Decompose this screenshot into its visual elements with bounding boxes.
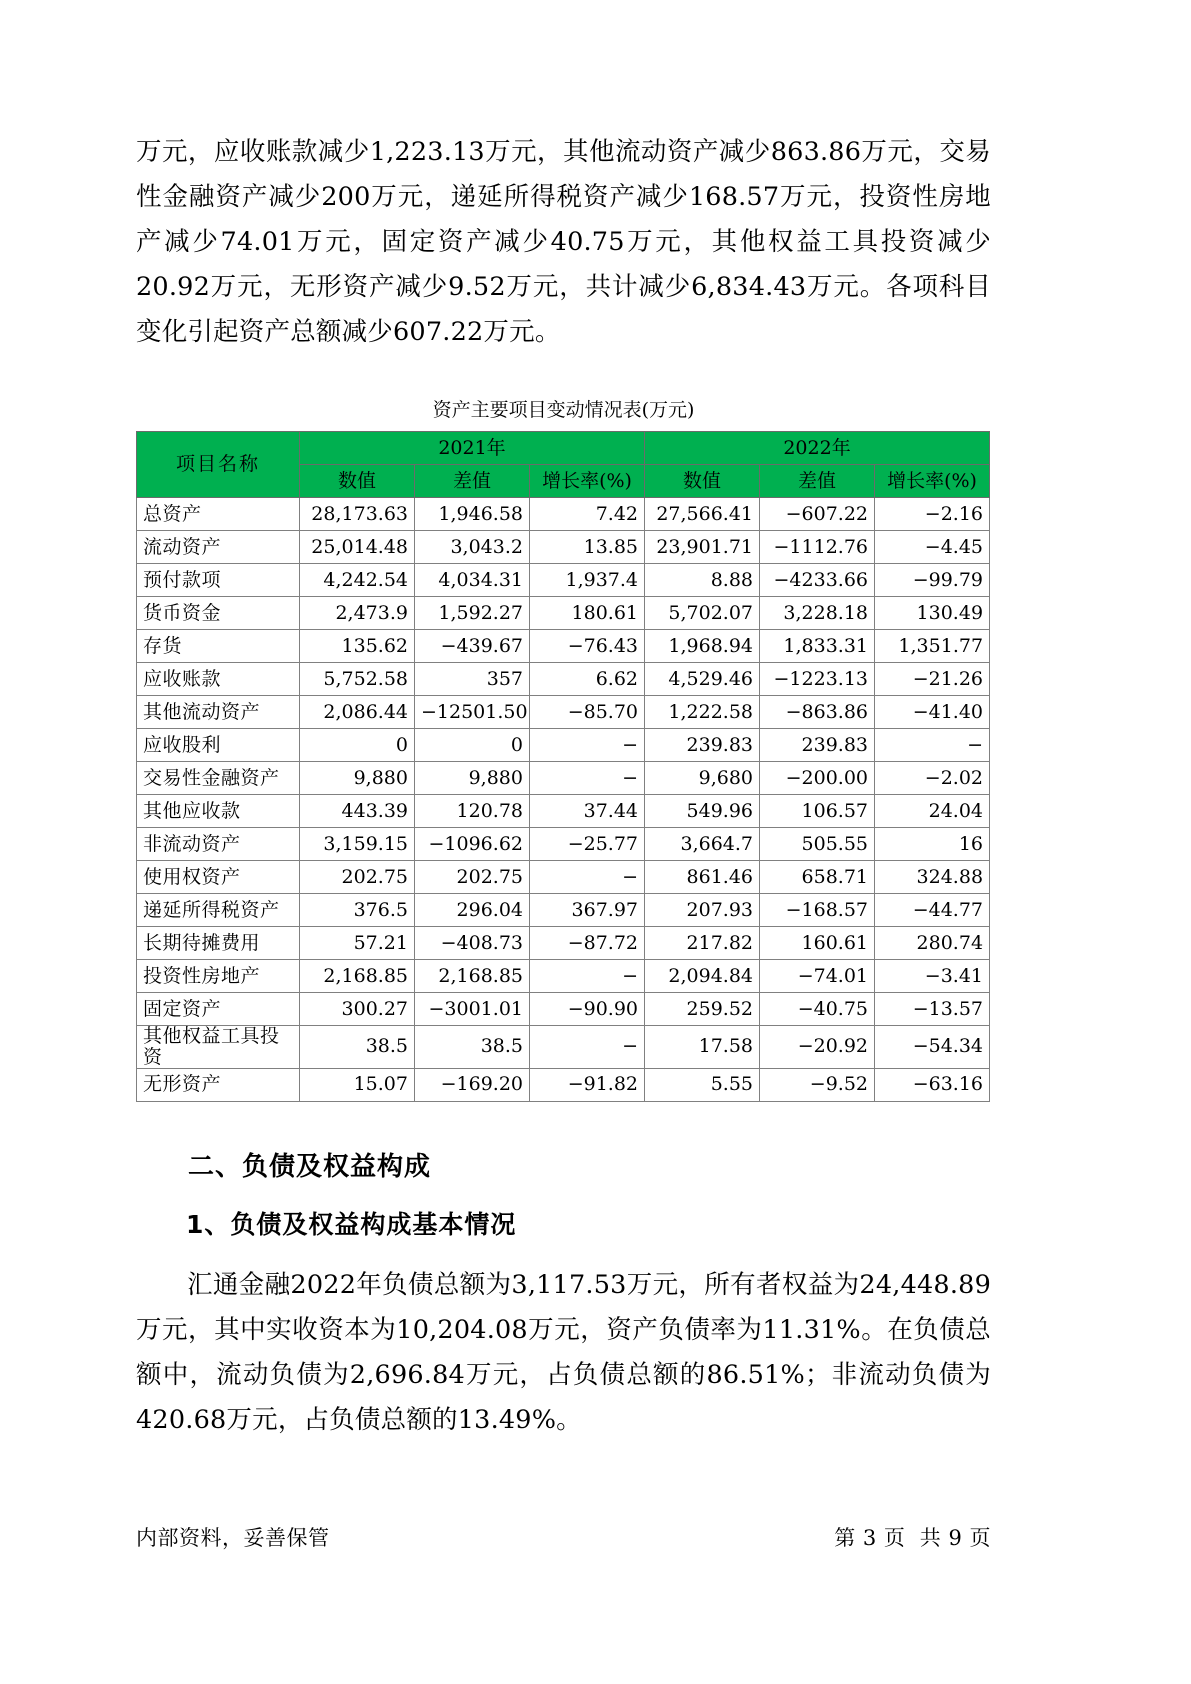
table-row	[137, 630, 990, 663]
cell-2021-rate: −	[530, 729, 645, 762]
cell-2022-diff: −74.01	[760, 960, 875, 993]
cell-2022-diff: 505.55	[760, 828, 875, 861]
cell-2022-value: 27,566.41	[645, 498, 760, 531]
paragraph-liabilities-summary: 汇通金融2022年负债总额为3,117.53万元，所有者权益为24,448.89万元，其中实收资本为10,204.08万元，资产负债率为11.31%。在负债总额中，流动负债为2,696.84万元，占负债总额的86.51%；非流动负债为420.68万元，占负债总额的13.49%。	[136, 1269, 991, 1435]
cell-2022-diff: 658.71	[760, 861, 875, 894]
cell-2021-diff: −1096.62	[415, 828, 530, 861]
cell-2022-rate: 1,351.77	[875, 630, 990, 663]
cell-2021-rate: 37.44	[530, 795, 645, 828]
table-row	[137, 795, 990, 828]
cell-2022-rate: −44.77	[875, 894, 990, 927]
cell-2021-rate: 367.97	[530, 894, 645, 927]
cell-2021-rate: −87.72	[530, 927, 645, 960]
cell-item-name: 递延所得税资产	[137, 894, 300, 927]
cell-2021-value: 25,014.48	[300, 531, 415, 564]
cell-2022-value: 3,664.7	[645, 828, 760, 861]
cell-2021-value: 3,159.15	[300, 828, 415, 861]
table-group-header-row	[137, 432, 990, 465]
cell-2022-value: 1,222.58	[645, 696, 760, 729]
cell-2021-diff: 1,592.27	[415, 597, 530, 630]
table-row	[137, 828, 990, 861]
cell-2022-diff: −4233.66	[760, 564, 875, 597]
column-header-2022-value: 数值	[645, 465, 760, 498]
cell-2021-rate: −85.70	[530, 696, 645, 729]
cell-2021-diff: 357	[415, 663, 530, 696]
cell-2022-rate: −	[875, 729, 990, 762]
cell-2021-value: 202.75	[300, 861, 415, 894]
cell-2022-diff: −607.22	[760, 498, 875, 531]
cell-2022-rate: −4.45	[875, 531, 990, 564]
cell-2022-value: 8.88	[645, 564, 760, 597]
table-row	[137, 762, 990, 795]
cell-2021-value: 28,173.63	[300, 498, 415, 531]
cell-2021-diff: 3,043.2	[415, 531, 530, 564]
cell-item-name: 交易性金融资产	[137, 762, 300, 795]
footer-page-number: 第 3 页 共 9 页	[834, 1526, 991, 1550]
table-row	[137, 861, 990, 894]
cell-2022-diff: 1,833.31	[760, 630, 875, 663]
cell-item-name: 流动资产	[137, 531, 300, 564]
cell-2021-value: 57.21	[300, 927, 415, 960]
cell-2021-diff: 0	[415, 729, 530, 762]
cell-2021-value: 15.07	[300, 1068, 415, 1101]
cell-2022-value: 17.58	[645, 1026, 760, 1069]
section-heading-liabilities: 二、负债及权益构成	[188, 1151, 432, 1182]
cell-2021-diff: −169.20	[415, 1068, 530, 1101]
cell-item-name: 无形资产	[137, 1068, 300, 1101]
cell-2022-value: 861.46	[645, 861, 760, 894]
cell-item-name: 应收账款	[137, 663, 300, 696]
cell-2021-diff: 4,034.31	[415, 564, 530, 597]
cell-2021-value: 376.5	[300, 894, 415, 927]
table-row	[137, 960, 990, 993]
cell-2021-value: 4,242.54	[300, 564, 415, 597]
cell-item-name: 预付款项	[137, 564, 300, 597]
cell-2022-diff: −40.75	[760, 993, 875, 1026]
cell-2021-rate: 7.42	[530, 498, 645, 531]
cell-2021-rate: −	[530, 762, 645, 795]
cell-2021-rate: −25.77	[530, 828, 645, 861]
cell-2021-rate: −	[530, 1026, 645, 1069]
table-row	[137, 1026, 990, 1069]
column-group-header-2022: 2022年	[645, 432, 990, 465]
cell-2022-diff: −1223.13	[760, 663, 875, 696]
column-header-2022-diff: 差值	[760, 465, 875, 498]
table-body	[137, 498, 990, 1102]
cell-2021-rate: 6.62	[530, 663, 645, 696]
cell-2022-diff: −200.00	[760, 762, 875, 795]
cell-2021-diff: 9,880	[415, 762, 530, 795]
cell-2021-diff: 2,168.85	[415, 960, 530, 993]
cell-2021-value: 5,752.58	[300, 663, 415, 696]
cell-item-name: 非流动资产	[137, 828, 300, 861]
cell-2022-diff: −9.52	[760, 1068, 875, 1101]
page-footer	[136, 1522, 991, 1552]
column-header-2021-value: 数值	[300, 465, 415, 498]
cell-item-name: 投资性房地产	[137, 960, 300, 993]
cell-2021-value: 38.5	[300, 1026, 415, 1069]
cell-2022-rate: 130.49	[875, 597, 990, 630]
cell-2021-value: 0	[300, 729, 415, 762]
cell-2022-rate: −99.79	[875, 564, 990, 597]
cell-2022-diff: 3,228.18	[760, 597, 875, 630]
cell-2022-rate: −2.16	[875, 498, 990, 531]
column-header-2021-rate: 增长率(%)	[530, 465, 645, 498]
column-group-header-2021: 2021年	[300, 432, 645, 465]
cell-2021-value: 2,473.9	[300, 597, 415, 630]
table-row	[137, 498, 990, 531]
cell-item-name: 长期待摊费用	[137, 927, 300, 960]
cell-item-name: 总资产	[137, 498, 300, 531]
cell-2021-diff: 202.75	[415, 861, 530, 894]
cell-2022-value: 259.52	[645, 993, 760, 1026]
column-header-2021-diff: 差值	[415, 465, 530, 498]
cell-2022-value: 4,529.46	[645, 663, 760, 696]
table-row	[137, 993, 990, 1026]
cell-2022-value: 1,968.94	[645, 630, 760, 663]
cell-2022-diff: −168.57	[760, 894, 875, 927]
cell-2021-rate: −	[530, 861, 645, 894]
cell-2022-rate: −54.34	[875, 1026, 990, 1069]
paragraph-asset-changes: 万元，应收账款减少1,223.13万元，其他流动资产减少863.86万元，交易性金融资产减少200万元，递延所得税资产减少168.57万元，投资性房地产减少74.01万元，固定资产减少40.75万元，其他权益工具投资减少20.92万元，无形资产减少9.52万元，共计减少6,834.43万元。各项科目变化引起资产总额减少607.22万元。	[136, 137, 991, 347]
cell-2022-rate: −41.40	[875, 696, 990, 729]
cell-item-name: 其他流动资产	[137, 696, 300, 729]
cell-2022-rate: −13.57	[875, 993, 990, 1026]
cell-2021-rate: −91.82	[530, 1068, 645, 1101]
table-row	[137, 1068, 990, 1101]
cell-2021-rate: −90.90	[530, 993, 645, 1026]
cell-item-name: 其他权益工具投资	[137, 1026, 300, 1069]
cell-2022-rate: −63.16	[875, 1068, 990, 1101]
subsection-heading-liabilities-basic: 1、负债及权益构成基本情况	[186, 1209, 517, 1239]
cell-2021-diff: −12501.50	[415, 696, 530, 729]
cell-2021-value: 9,880	[300, 762, 415, 795]
table-row	[137, 597, 990, 630]
table-row	[137, 564, 990, 597]
table-row	[137, 531, 990, 564]
cell-2022-value: 5,702.07	[645, 597, 760, 630]
cell-2021-diff: 120.78	[415, 795, 530, 828]
cell-2022-rate: −3.41	[875, 960, 990, 993]
cell-2022-diff: 106.57	[760, 795, 875, 828]
table-row	[137, 696, 990, 729]
cell-2022-rate: 280.74	[875, 927, 990, 960]
footer-confidential-note: 内部资料，妥善保管	[136, 1526, 330, 1550]
cell-2021-value: 2,168.85	[300, 960, 415, 993]
cell-2022-value: 5.55	[645, 1068, 760, 1101]
cell-2021-diff: 1,946.58	[415, 498, 530, 531]
table-row	[137, 927, 990, 960]
table-row	[137, 729, 990, 762]
cell-item-name: 其他应收款	[137, 795, 300, 828]
cell-2021-value: 300.27	[300, 993, 415, 1026]
cell-2022-diff: −1112.76	[760, 531, 875, 564]
table-row	[137, 894, 990, 927]
cell-2021-rate: 180.61	[530, 597, 645, 630]
table-row	[137, 663, 990, 696]
column-header-item-name: 项目名称	[137, 432, 300, 498]
cell-item-name: 固定资产	[137, 993, 300, 1026]
cell-item-name: 货币资金	[137, 597, 300, 630]
cell-2021-diff: −439.67	[415, 630, 530, 663]
asset-change-table	[136, 431, 990, 1102]
cell-2022-diff: −863.86	[760, 696, 875, 729]
cell-2021-diff: 296.04	[415, 894, 530, 927]
cell-2022-value: 207.93	[645, 894, 760, 927]
cell-item-name: 存货	[137, 630, 300, 663]
cell-2022-rate: 324.88	[875, 861, 990, 894]
cell-2022-rate: −21.26	[875, 663, 990, 696]
cell-2022-rate: 24.04	[875, 795, 990, 828]
cell-2021-value: 443.39	[300, 795, 415, 828]
cell-2021-value: 2,086.44	[300, 696, 415, 729]
cell-2022-diff: 160.61	[760, 927, 875, 960]
cell-2022-rate: 16	[875, 828, 990, 861]
cell-2022-rate: −2.02	[875, 762, 990, 795]
cell-2022-value: 23,901.71	[645, 531, 760, 564]
cell-2021-rate: 13.85	[530, 531, 645, 564]
cell-2022-value: 9,680	[645, 762, 760, 795]
cell-2022-value: 549.96	[645, 795, 760, 828]
cell-2021-diff: 38.5	[415, 1026, 530, 1069]
cell-2021-diff: −3001.01	[415, 993, 530, 1026]
cell-item-name: 应收股利	[137, 729, 300, 762]
cell-2021-rate: 1,937.4	[530, 564, 645, 597]
cell-item-name: 使用权资产	[137, 861, 300, 894]
cell-2022-value: 217.82	[645, 927, 760, 960]
cell-2021-value: 135.62	[300, 630, 415, 663]
cell-2022-diff: −20.92	[760, 1026, 875, 1069]
table-caption: 资产主要项目变动情况表(万元)	[432, 399, 695, 421]
column-header-2022-rate: 增长率(%)	[875, 465, 990, 498]
cell-2022-value: 239.83	[645, 729, 760, 762]
table-head	[137, 432, 990, 498]
cell-2022-value: 2,094.84	[645, 960, 760, 993]
cell-2021-rate: −76.43	[530, 630, 645, 663]
cell-2022-diff: 239.83	[760, 729, 875, 762]
cell-2021-rate: −	[530, 960, 645, 993]
cell-2021-diff: −408.73	[415, 927, 530, 960]
